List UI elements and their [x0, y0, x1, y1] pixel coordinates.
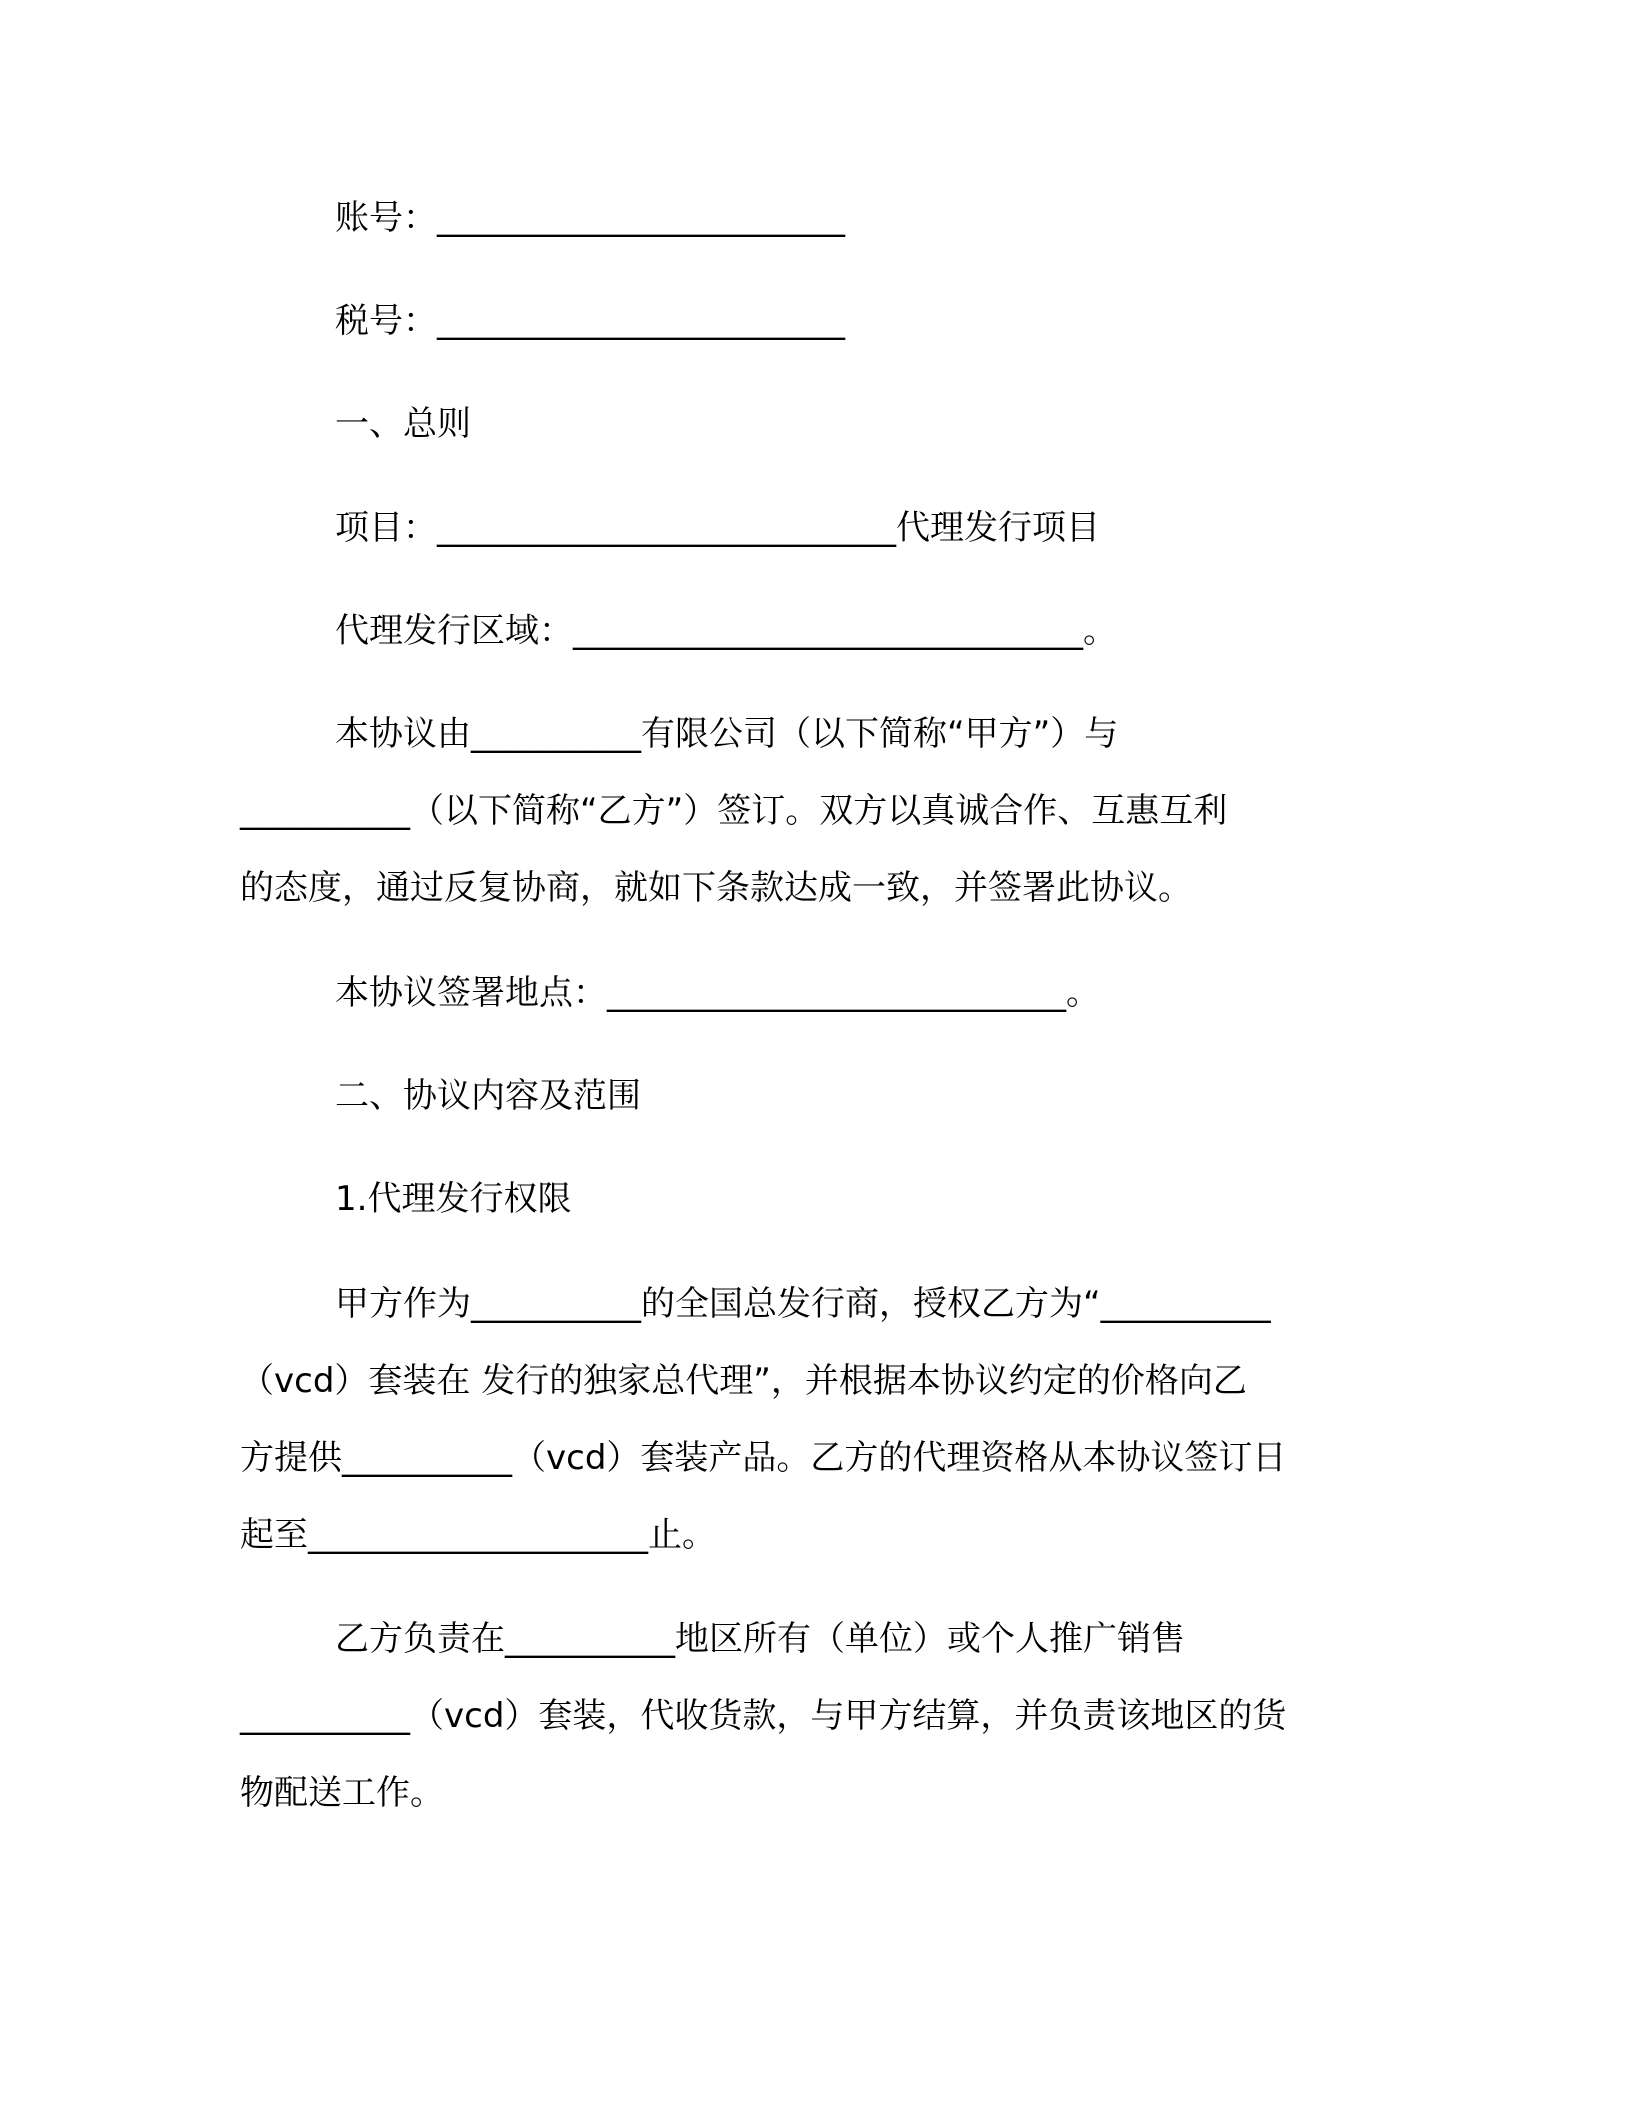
agreement-parties-line-2: __________（以下简称“乙方”）签订。双方以真诚合作、互惠互利	[240, 791, 1228, 831]
responsibility-paragraph-line-1: 乙方负责在__________地区所有（单位）或个人推广销售	[335, 1619, 1185, 1659]
tax-number-line: 税号：________________________	[335, 301, 845, 341]
agency-region-line: 代理发行区域：______________________________。	[335, 611, 1117, 651]
responsibility-paragraph-line-2: __________（vcd）套装，代收货款，与甲方结算，并负责该地区的货	[240, 1696, 1287, 1736]
signing-location-line: 本协议签署地点：___________________________。	[335, 973, 1100, 1013]
section-heading-general: 一、总则	[335, 404, 471, 444]
project-line: 项目：___________________________代理发行项目	[335, 508, 1100, 548]
responsibility-paragraph-line-3: 物配送工作。	[240, 1773, 444, 1813]
account-number-line: 账号：________________________	[335, 198, 845, 238]
authority-paragraph-line-1: 甲方作为__________的全国总发行商，授权乙方为“__________	[335, 1284, 1271, 1324]
agreement-parties-line-1: 本协议由__________有限公司（以下简称“甲方”）与	[335, 714, 1119, 754]
section-heading-scope: 二、协议内容及范围	[335, 1076, 641, 1116]
authority-paragraph-line-2: （vcd）套装在 发行的独家总代理”，并根据本协议约定的价格向乙	[240, 1361, 1247, 1401]
subsection-heading-authority: 1.代理发行权限	[335, 1179, 572, 1219]
authority-paragraph-line-3: 方提供__________（vcd）套装产品。乙方的代理资格从本协议签订日	[240, 1438, 1287, 1478]
agreement-parties-line-3: 的态度，通过反复协商，就如下条款达成一致，并签署此协议。	[240, 868, 1192, 908]
authority-paragraph-line-4: 起至____________________止。	[240, 1515, 716, 1555]
